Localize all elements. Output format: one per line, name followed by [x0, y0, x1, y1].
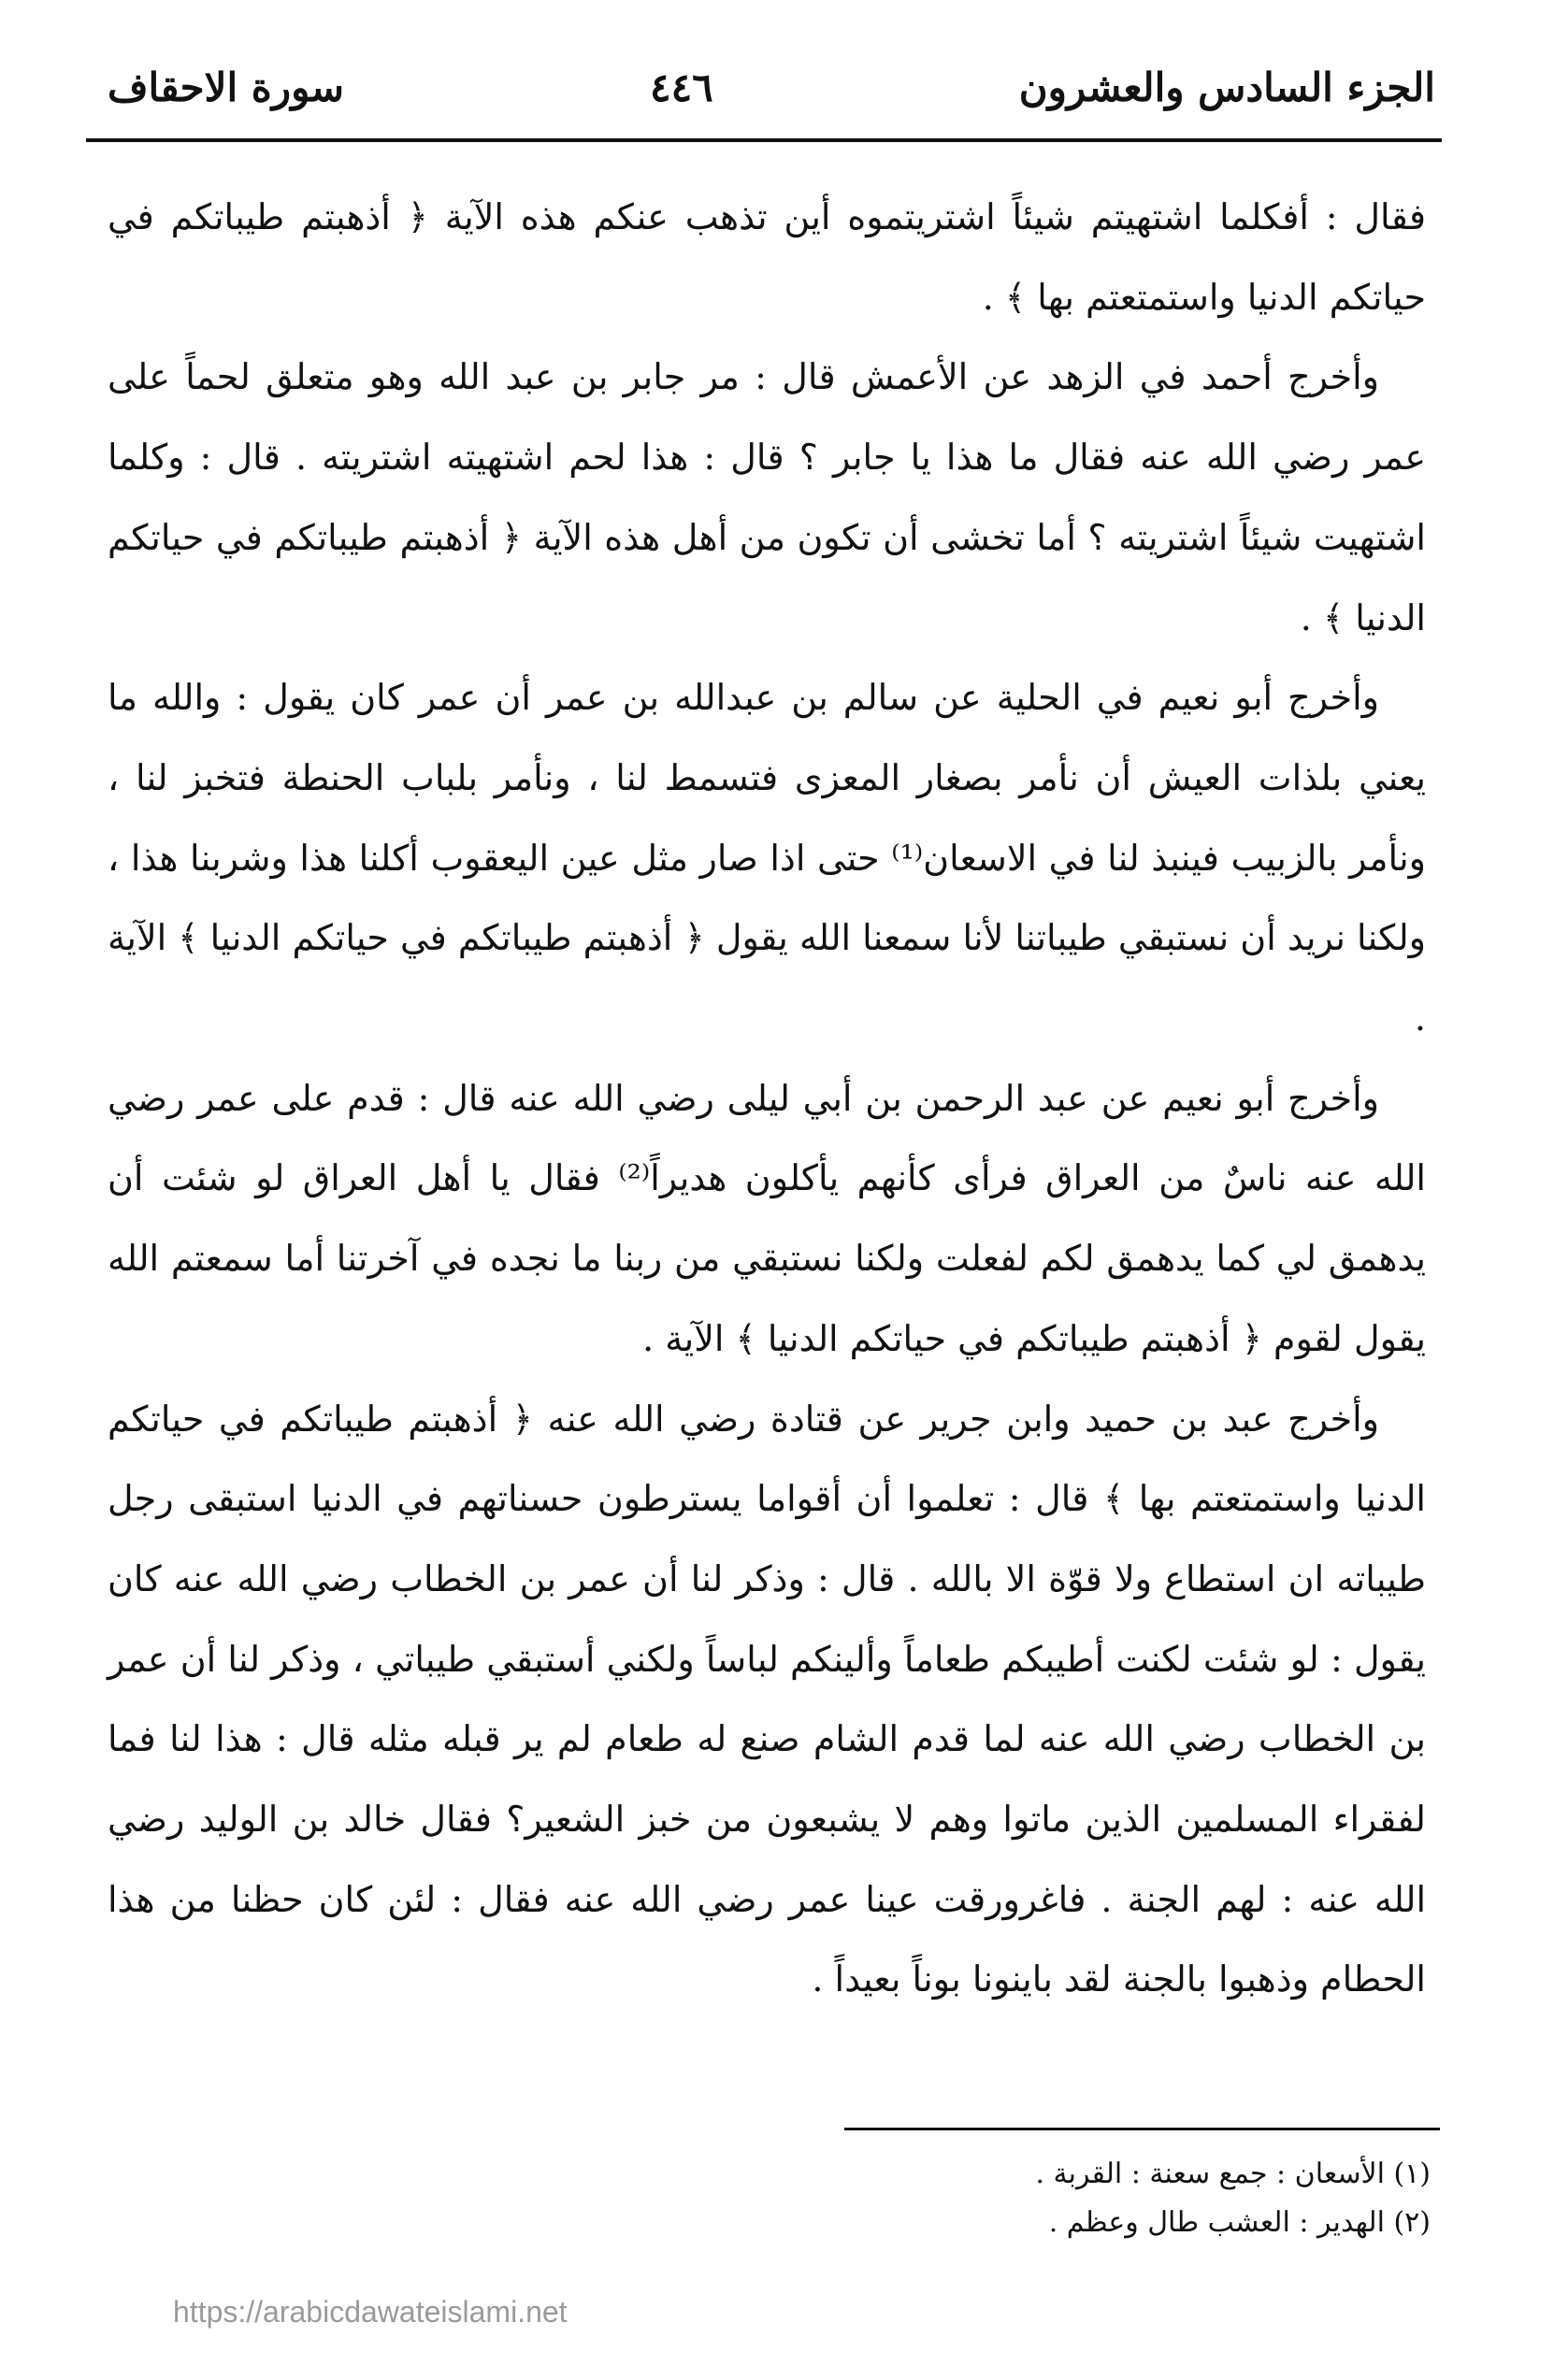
paragraph: وأخرج أحمد في الزهد عن الأعمش قال : مر جابر بن عبد الله وهو متعلق لحماً على عمر رضي الله عنه فقال ما هذا يا جابر ؟ قال : هذا لحم اشتهيته اشتريته . قال : وكلما اشتهيت شيئاً اشتريته ؟ أما تخشى أن تكون من أهل هذه الآية ﴿ أذهبتم طيباتكم في حياتكم الدنيا ﴾ .: [108, 356, 1426, 638]
main-text: [108, 178, 1426, 2020]
paragraph: فقال : أفكلما اشتهيتم شيئاً اشتريتموه أين تذهب عنكم هذه الآية ﴿ أذهبتم طيباتكم في حياتكم الدنيا واستمتعتم بها ﴾ .: [108, 196, 1426, 318]
footnote-divider: [844, 2128, 1440, 2130]
paragraph: وأخرج أبو نعيم عن عبد الرحمن بن أبي ليلى رضي الله عنه قال : قدم على عمر رضي الله عنه ناسٌ من العراق فرأى كأنهم يأكلون هديراً⁽²⁾ فقال يا أهل العراق لو شئت أن يدهمق لي كما يدهمق لكم لفعلت ولكنا نستبقي من ربنا ما نجده في آخرتنا أما سمعتم الله يقول لقوم ﴿ أذهبتم طيباتكم في حياتكم الدنيا ﴾ الآية .: [108, 1077, 1426, 1359]
part-title: الجزء السادس والعشرون: [1018, 64, 1435, 110]
watermark-url: https://arabicdawateislami.net: [173, 2295, 568, 2329]
footnote: (٢) الهدير : العشب طال وعظم .: [1048, 2206, 1431, 2239]
footnotes: [655, 2150, 1431, 2247]
page-header: [108, 45, 1435, 129]
footnote: (١) الأسعان : جمع سعنة : القربة .: [1035, 2158, 1431, 2190]
page-number: ٤٤٦: [650, 64, 713, 110]
paragraph: وأخرج عبد بن حميد وابن جرير عن قتادة رضي الله عنه ﴿ أذهبتم طيباتكم في حياتكم الدنيا واستمتعتم بها ﴾ قال : تعلموا أن أقواما يسترطون حسناتهم في الدنيا استبقى رجل طيباته ان استطاع ولا قوّة الا بالله . قال : وذكر لنا أن عمر بن الخطاب رضي الله عنه كان يقول : لو شئت لكنت أطيبكم طعاماً وألينكم لباساً ولكني أستبقي طيباتي ، وذكر لنا أن عمر بن الخطاب رضي الله عنه لما قدم الشام صنع له طعام لم ير قبله مثله قال : هذا لنا فما لفقراء المسلمين الذين ماتوا وهم لا يشبعون من خبز الشعير؟ فقال خالد بن الوليد رضي الله عنه : لهم الجنة . فاغرورقت عينا عمر رضي الله عنه فقال : لئن كان حظنا من هذا الحطام وذهبوا بالجنة لقد باينونا بوناً بعيداً .: [108, 1398, 1426, 2000]
paragraph: وأخرج أبو نعيم في الحلية عن سالم بن عبدالله بن عمر أن عمر كان يقول : والله ما يعني بلذات العيش أن نأمر بصغار المعزى فتسمط لنا ، ونأمر بلباب الحنطة فتخبز لنا ، ونأمر بالزبيب فينبذ لنا في الاسعان⁽¹⁾ حتى اذا صار مثل عين اليعقوب أكلنا هذا وشربنا هذا ، ولكنا نريد أن نستبقي طيباتنا لأنا سمعنا الله يقول ﴿ أذهبتم طيباتكم في حياتكم الدنيا ﴾ الآية .: [108, 677, 1426, 1039]
surah-title: سورة الاحقاف: [108, 64, 344, 110]
header-divider: [86, 138, 1442, 142]
